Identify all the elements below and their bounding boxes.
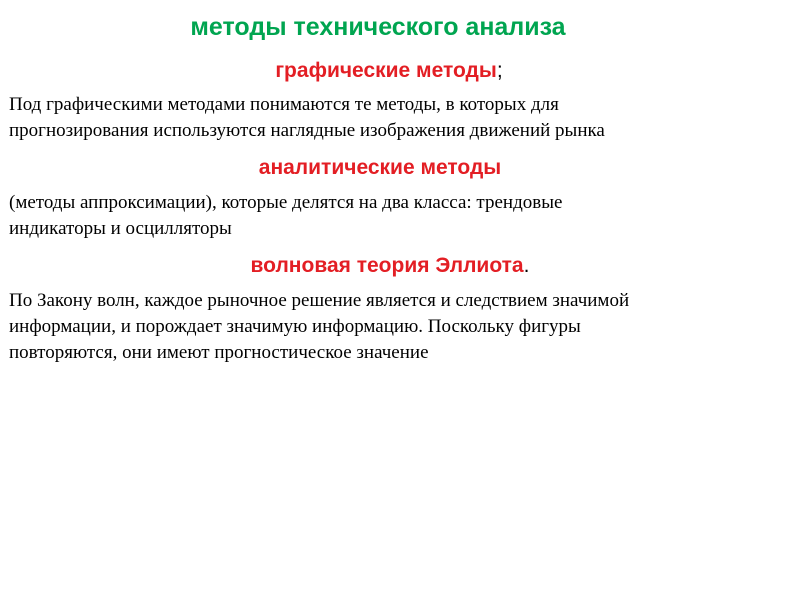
section-text-graphic-methods <box>9 92 779 144</box>
text-line: информации, и порождает значимую информацию. Поскольку фигуры <box>9 316 581 337</box>
text-line: (методы аппроксимации), которые делятся на два класса: трендовые <box>9 192 563 213</box>
section-heading-analytic-methods <box>0 154 760 182</box>
section-heading-text: волновая теория Эллиота <box>250 254 524 277</box>
section-text-elliott-wave <box>9 288 779 366</box>
section-text-analytic-methods <box>9 190 779 242</box>
text-line: По Закону волн, каждое рыночное решение является и следствием значимой <box>9 290 630 311</box>
section-heading-text: графические методы <box>275 59 497 82</box>
section-heading-punctuation: . <box>523 254 530 277</box>
text-line: повторяются, они имеют прогностическое значение <box>9 342 429 363</box>
section-heading-graphic-methods <box>0 57 778 85</box>
section-heading-punctuation: ; <box>496 59 503 82</box>
section-heading-text: аналитические методы <box>258 156 502 179</box>
text-line: индикаторы и осцилляторы <box>9 218 232 239</box>
text-line: Под графическими методами понимаются те методы, в которых для <box>9 94 559 115</box>
slide-title: методы технического анализа <box>190 13 566 41</box>
text-line: прогнозирования используются наглядные изображения движений рынка <box>9 120 605 141</box>
section-heading-elliott-wave <box>0 252 780 280</box>
